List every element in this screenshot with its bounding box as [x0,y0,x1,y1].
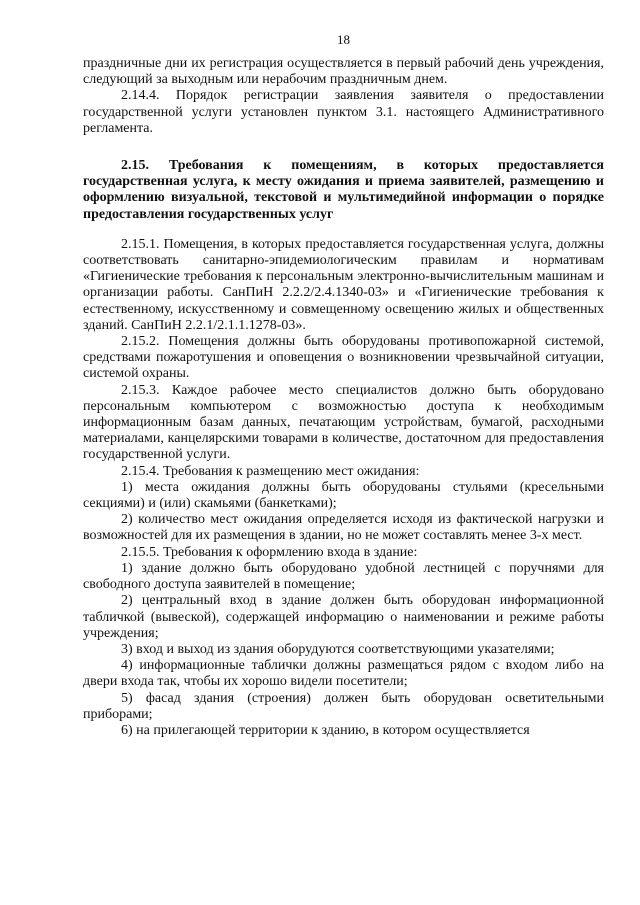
list-item-entrance-5: 5) фасад здания (строения) должен быть оборудован осветительными приборами; [83,690,604,722]
paragraph-2-15-4: 2.15.4. Требования к размещению мест ожидания: [121,463,420,479]
list-item-entrance-1: 1) здание должно быть оборудовано удобной лестницей с поручнями для свободного доступа заявителей в помещение; [83,560,604,593]
page-number: 18 [337,32,350,47]
list-item-entrance-3: 3) вход и выход из здания оборудуются соответствующими указателями; [121,641,555,657]
paragraph-continuation: праздничные дни их регистрация осуществляется в первый рабочий день учреждения, следующий за выходным или нерабочим праздничным днем. [83,56,604,88]
paragraph-2-15-1: 2.15.1. Помещения, в которых предоставляется государственная услуга, должны соответствовать санитарно-эпидемиологическим правилам и нормативам «Гигиенические требования к персональным электронно-вычислительным машинам и организации работы. СанПиН 2.2.2/2.4.1340-03» и «Гигиенические требования к естественному, искусственному и совмещенному освещению жилых и общественных зданий. СанПиН 2.2.1/2.1.1.1278-03». [83,236,604,333]
list-item-waiting-2: 2) количество мест ожидания определяется исходя из фактической нагрузки и возможностей для их размещения в здании, но не может составлять менее 3-х мест. [83,512,604,544]
list-item-waiting-1: 1) места ожидания должны быть оборудованы стульями (кресельными секциями) и (или) скамьями (банкетками); [83,479,604,512]
list-item-entrance-2: 2) центральный вход в здание должен быть оборудован информационной табличкой (вывеской), содержащей информацию о наименовании и режиме работы учреждения; [83,593,604,641]
section-heading-2-15: 2.15. Требования к помещениям, в которых предоставляется государственная услуга, к месту ожидания и приема заявителей, размещению и оформлению визуальной, текстовой и мультимедийной информации о порядке предоставления государственных услуг [83,158,604,222]
paragraph-2-15-5: 2.15.5. Требования к оформлению входа в здание: [121,544,418,560]
list-item-entrance-4: 4) информационные таблички должны размещаться рядом с входом либо на двери входа так, чтобы их хорошо видели посетители; [83,658,604,690]
paragraph-2-14-4: 2.14.4. Порядок регистрации заявления заявителя о предоставлении государственной услуги установлен пунктом 3.1. настоящего Административного регламента. [83,88,604,136]
paragraph-2-15-2: 2.15.2. Помещения должны быть оборудованы противопожарной системой, средствами пожаротушения и оповещения о возникновении чрезвычайной ситуации, системой охраны. [83,334,604,382]
list-item-entrance-6: 6) на прилегающей территории к зданию, в котором осуществляется [121,722,530,738]
paragraph-2-15-3: 2.15.3. Каждое рабочее место специалистов должно быть оборудовано персональным компьютером с возможностью доступа к необходимым информационным базам данных, печатающим устройствам, бумагой, расходными материалами, канцелярскими товарами в количестве, достаточном для предоставления государственной услуги. [83,382,604,463]
